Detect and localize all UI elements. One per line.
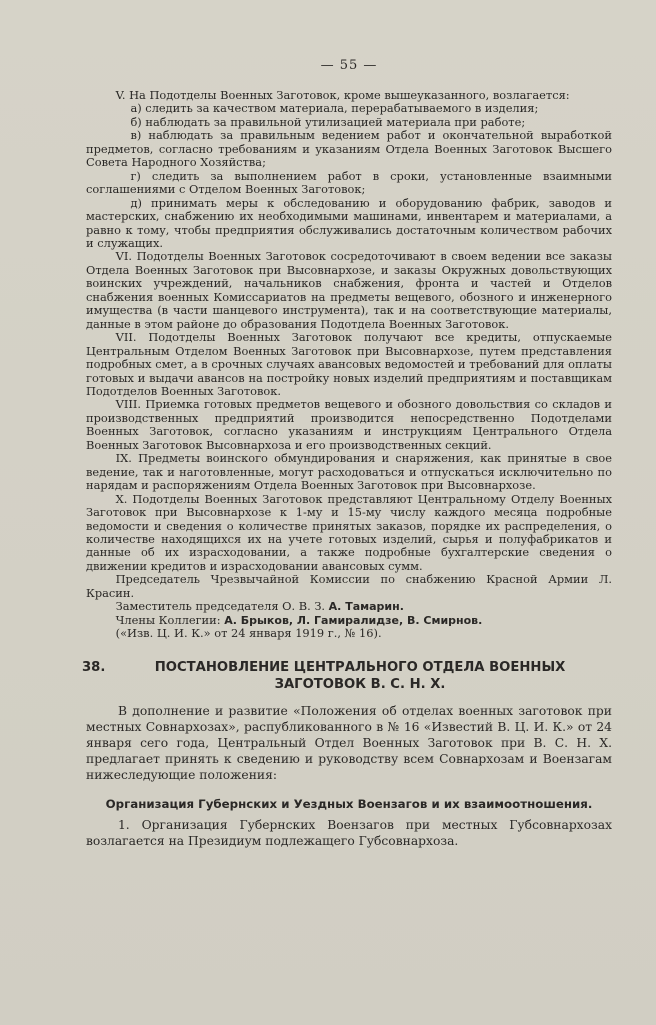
paragraph: V. На Подотделы Военных Заготовок, кроме вышеуказанного, возлагается: [115, 88, 570, 102]
document-body [86, 89, 612, 641]
paragraph: VIII. Приемка готовых предметов вещевого и обозного довольствия со складов и производственных предприятий производится непосредственно Подотделами Военных Заготовок, согласно указаниям и инструкциям Центрального Отдела Военных Заготовок Высовнархоза и его производственных секций. [86, 397, 612, 452]
chairman-name: Л. Красин. [86, 572, 612, 600]
paragraph: г) следить за выполнением работ в сроки, установленные взаимными соглашениями с Отделом Военных Заготовок; [86, 168, 612, 197]
section-body [86, 817, 612, 849]
intro-paragraph: В дополнение и развитие «Положения об отделах военных заготовок при местных Совнархозах», распубликованного в № 16 «Известий В. Ц. И. К.» от 24 января сего года, Центральный Отдел Военных Заготовок при В. С. Н. Х. предлагает принять к сведению и руководству всем Совнархозам и Воензагам нижеследующие положения: [86, 703, 612, 782]
members-signature [86, 614, 612, 627]
document-title: ПОСТАНОВЛЕНИЕ ЦЕНТРАЛЬНОГО ОТДЕЛА ВОЕННЫХ ЗАГОТОВОК В. С. Н. Х. [154, 659, 566, 692]
section-heading: Организация Губернских и Уездных Воензагов и их взаимоотношения. [105, 796, 593, 811]
document-intro [86, 703, 612, 783]
paragraph: VI. Подотделы Военных Заготовок сосредоточивают в своем ведении все заказы Отдела Военных Заготовок при Высовнархозе, и заказы Окружных довольствующих воинских учреждений, начальников снабжения, фронта и частей и Отделов снабжения военных Комиссариатов на предметы вещевого, обозного и инженерного имущества (в части шанцевого инструмента), так и на соответствующие материалы, данные в этом районе до образования Подотдела Военных Заготовок. [86, 249, 612, 331]
paragraph: д) принимать меры к обследованию и оборудованию фабрик, заводов и мастерских, снабжению их необходимыми машинами, инвентарем и материалами, а равно к тому, чтобы предприятия обслуживались достаточным количеством рабочих и служащих. [86, 195, 612, 250]
paragraph: в) наблюдать за правильным ведением работ и окончательной выработкой предметов, согласно требованиям и указаниям Отдела Военных Заготовок Высшего Совета Народного Хозяйства; [86, 128, 612, 170]
deputy-prefix: Заместитель председателя О. В. З. [115, 599, 326, 614]
paragraph: IX. Предметы воинского обмундирования и снаряжения, как принятые в свое ведение, так и наготовленные, могут расходоваться и отпускаться исключительно по нарядам и распоряжениям Отдела Военных Заготовок при Высовнархозе. [86, 451, 612, 493]
chairman-signature [86, 573, 612, 600]
paragraph: X. Подотделы Военных Заготовок представляют Центральному Отделу Военных Заготовок при Высовнархозе к 1-му и 15-му числу каждого месяца подробные ведомости и сведения о количестве принятых заказов, порядке их распределения, о количестве находящихся их на учете готовых изделий, сырья и полуфабрикатов и данные об их израсходовании, а также подробные бухгалтерские сведения о движении кредитов и израсходовании авансовых сумм. [86, 491, 612, 573]
paragraph: б) наблюдать за правильной утилизацией материала при работе; [130, 114, 526, 129]
deputy-name: А. Тамарин. [328, 600, 404, 614]
deputy-signature [86, 600, 612, 613]
document-number: 38. [82, 659, 106, 675]
paragraph: VII. Подотделы Военных Заготовок получают все кредиты, отпускаемые Центральным Отделом Военных Заготовок при Высовнархозе, путем представления подробных смет, а в срочных случаях авансовых ведомостей и требований для оплаты готовых и выдачи авансов на постройку новых изделий предприятиям и поставщикам Подотделов Военных Заготовок. [86, 330, 612, 398]
chairman-prefix: Председатель Чрезвычайной Комиссии по снабжению Красной Армии [115, 572, 589, 587]
members-prefix: Члены Коллегии: [115, 612, 221, 627]
section-paragraph: 1. Организация Губернских Воензагов при местных Губсовнархозах возлагается на Президиум подлежащего Губсовнархоза. [86, 817, 612, 848]
source-citation: («Изв. Ц. И. К.» от 24 января 1919 г., № 16). [115, 626, 382, 641]
members-names: А. Брыков, Л. Гамиралидзе, В. Смирнов. [224, 613, 483, 627]
document-heading [82, 659, 612, 693]
page-number: — 55 — [320, 58, 378, 73]
paragraph: а) следить за качеством материала, перерабатываемого в изделия; [130, 101, 539, 116]
